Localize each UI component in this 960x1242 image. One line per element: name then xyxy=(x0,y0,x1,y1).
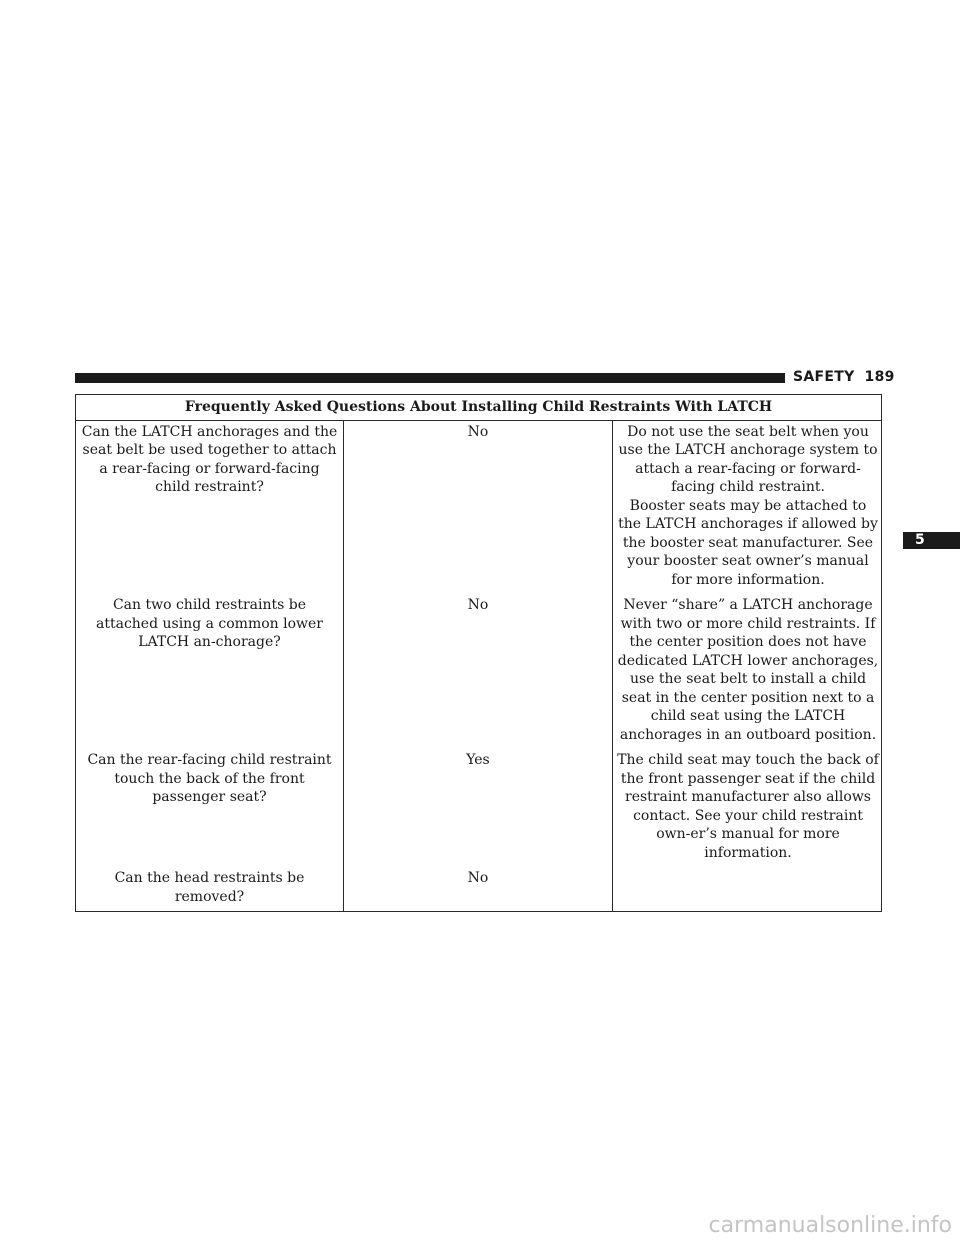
explanation-cell xyxy=(613,867,882,912)
table-body xyxy=(76,420,882,912)
question-cell: Can the head restraints be removed? xyxy=(76,867,344,912)
table-row xyxy=(76,420,882,594)
explanation-paragraph: The child seat may touch the back of the front passenger seat if the child restraint manufacturer also allows contact. See your child restraint own-er’s manual for more information. xyxy=(617,752,879,861)
explanation-paragraph: Never “share” a LATCH anchorage with two or more child restraints. If the center position does not have dedicated LATCH lower anchorages, use the seat belt to install a child seat in the center position next to a child seat using the LATCH anchorages in an outboard position. xyxy=(617,597,879,743)
section-title: SAFETY xyxy=(793,369,855,385)
table-header-row xyxy=(76,395,882,421)
watermark: carmanualsonline.info xyxy=(708,1213,952,1238)
explanation-cell xyxy=(613,594,882,749)
table-title: Frequently Asked Questions About Installing Child Restraints With LATCH xyxy=(76,395,882,421)
header-rule xyxy=(75,373,785,383)
explanation-cell xyxy=(613,749,882,867)
page-number: 189 xyxy=(864,369,895,385)
running-header xyxy=(793,369,895,385)
faq-table xyxy=(75,394,882,912)
answer-cell: Yes xyxy=(344,749,613,867)
question-cell: Can the rear-facing child restraint touch the back of the front passenger seat? xyxy=(76,749,344,867)
answer-cell: No xyxy=(344,420,613,594)
explanation-paragraph: Booster seats may be attached to the LATCH anchorages if allowed by the booster seat manufacturer. See your booster seat owner’s manual for more information. xyxy=(618,497,878,588)
answer-cell: No xyxy=(344,867,613,912)
explanation-paragraph: Do not use the seat belt when you use the LATCH anchorage system to attach a rear-facing or forward-facing child restraint. xyxy=(618,423,878,495)
chapter-tab: 5 xyxy=(903,532,960,549)
table-row xyxy=(76,867,882,912)
table-row xyxy=(76,749,882,867)
explanation-cell xyxy=(613,420,882,594)
answer-cell: No xyxy=(344,594,613,749)
question-cell: Can two child restraints be attached using a common lower LATCH an-chorage? xyxy=(76,594,344,749)
question-cell: Can the LATCH anchorages and the seat belt be used together to attach a rear-facing or forward-facing child restraint? xyxy=(76,420,344,594)
table-row xyxy=(76,594,882,749)
